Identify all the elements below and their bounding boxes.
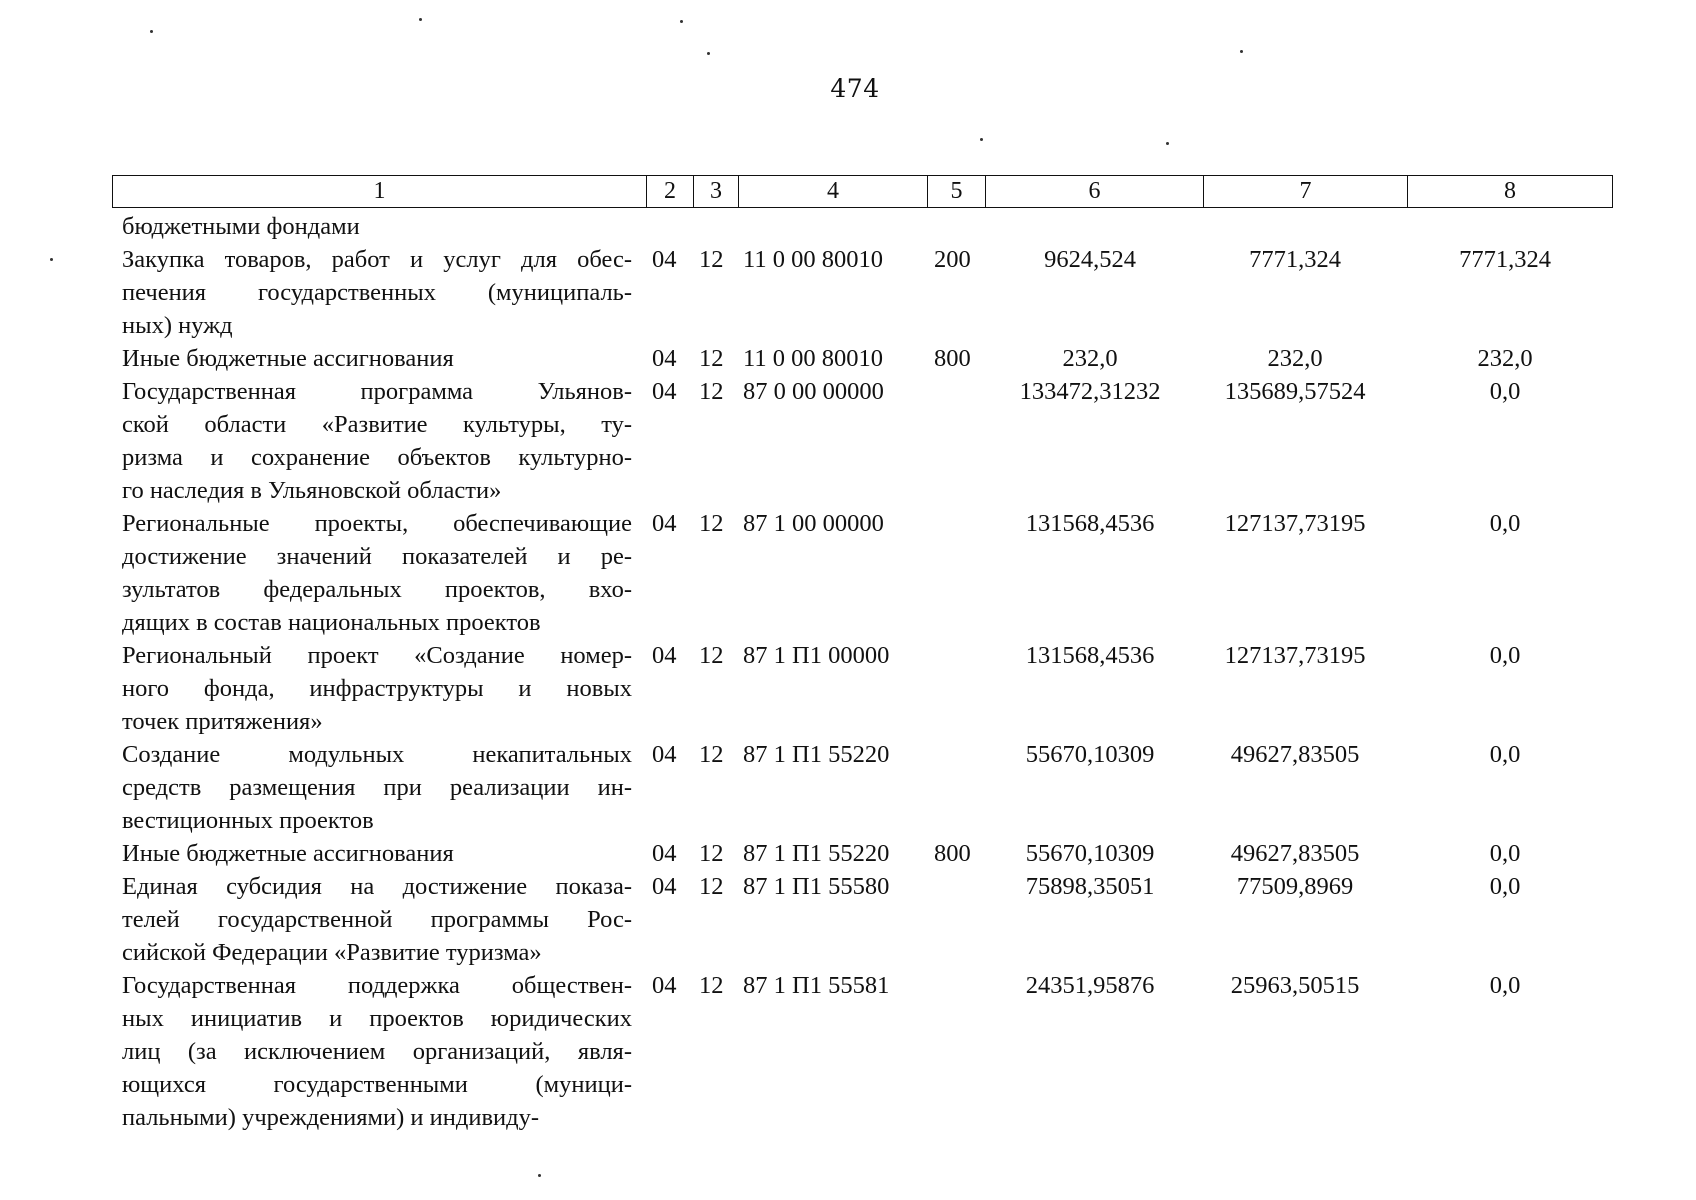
column-header-3: 3 <box>694 176 739 208</box>
description-line: Региональный проект «Создание номер- <box>122 642 632 669</box>
row-description <box>122 210 632 243</box>
table-row <box>0 639 1696 738</box>
scan-speck <box>1166 142 1169 145</box>
description-line: печения государственных (муниципаль- <box>122 279 632 306</box>
row-description <box>122 639 632 738</box>
budget-table-body <box>0 210 1696 1134</box>
description-line: Иные бюджетные ассигнования <box>122 345 454 372</box>
table-row <box>0 507 1696 639</box>
subsection-code: 12 <box>699 246 724 273</box>
section-code: 04 <box>652 873 677 900</box>
column-header-5: 5 <box>928 176 986 208</box>
description-line: вестиционных проектов <box>122 807 374 834</box>
amount-col-8: 0,0 <box>1489 642 1521 669</box>
column-header-6: 6 <box>986 176 1204 208</box>
subsection-code: 12 <box>699 873 724 900</box>
description-line: Государственная поддержка обществен- <box>122 972 632 999</box>
subsection-code: 12 <box>699 642 724 669</box>
section-code: 04 <box>652 642 677 669</box>
amount-col-6: 131568,4536 <box>1025 510 1155 537</box>
section-code: 04 <box>652 246 677 273</box>
target-article-code: 87 1 П1 55580 <box>743 873 890 900</box>
target-article-code: 11 0 00 80010 <box>743 246 883 273</box>
row-description <box>122 342 632 375</box>
description-line: Единая субсидия на достижение показа- <box>122 873 632 900</box>
row-description <box>122 870 632 969</box>
row-description <box>122 507 632 639</box>
row-description <box>122 375 632 507</box>
amount-col-6: 75898,35051 <box>1025 873 1155 900</box>
page-number: 474 <box>830 74 880 103</box>
amount-col-7: 49627,83505 <box>1230 741 1360 768</box>
amount-col-7: 25963,50515 <box>1230 972 1360 999</box>
amount-col-8: 0,0 <box>1489 741 1521 768</box>
description-line: Государственная программа Ульянов- <box>122 378 632 405</box>
scan-speck <box>1240 50 1243 53</box>
description-line: сийской Федерации «Развитие туризма» <box>122 939 542 966</box>
section-code: 04 <box>652 972 677 999</box>
scan-speck <box>419 18 422 21</box>
description-line: ризма и сохранение объектов культурно- <box>122 444 632 471</box>
section-code: 04 <box>652 510 677 537</box>
description-line: ской области «Развитие культуры, ту- <box>122 411 632 438</box>
subsection-code: 12 <box>699 840 724 867</box>
subsection-code: 12 <box>699 510 724 537</box>
description-line: бюджетными фондами <box>122 213 360 240</box>
target-article-code: 87 0 00 00000 <box>743 378 884 405</box>
section-code: 04 <box>652 741 677 768</box>
table-row <box>0 969 1696 1134</box>
amount-col-6: 55670,10309 <box>1025 741 1155 768</box>
description-line: Иные бюджетные ассигнования <box>122 840 454 867</box>
table-row <box>0 837 1696 870</box>
scan-speck <box>150 30 153 33</box>
column-header-4: 4 <box>739 176 928 208</box>
target-article-code: 87 1 П1 55220 <box>743 741 890 768</box>
scan-speck <box>980 138 983 141</box>
table-row <box>0 870 1696 969</box>
table-row <box>0 375 1696 507</box>
row-description <box>122 969 632 1134</box>
table-row <box>0 210 1696 243</box>
description-line: го наследия в Ульяновской области» <box>122 477 502 504</box>
section-code: 04 <box>652 840 677 867</box>
amount-col-7: 77509,8969 <box>1236 873 1354 900</box>
amount-col-8: 0,0 <box>1489 873 1521 900</box>
target-article-code: 87 1 П1 00000 <box>743 642 890 669</box>
description-line: Региональные проекты, обеспечивающие <box>122 510 632 537</box>
amount-col-6: 131568,4536 <box>1025 642 1155 669</box>
description-line: ного фонда, инфраструктуры и новых <box>122 675 632 702</box>
section-code: 04 <box>652 378 677 405</box>
expense-type-code: 800 <box>934 840 971 867</box>
description-line: зультатов федеральных проектов, вхо- <box>122 576 632 603</box>
amount-col-8: 0,0 <box>1489 378 1521 405</box>
description-line: ных) нужд <box>122 312 233 339</box>
amount-col-7: 232,0 <box>1267 345 1323 372</box>
description-line: точек притяжения» <box>122 708 323 735</box>
subsection-code: 12 <box>699 972 724 999</box>
description-line: достижение значений показателей и ре- <box>122 543 632 570</box>
description-line: лиц (за исключением организаций, явля- <box>122 1038 632 1065</box>
target-article-code: 87 1 00 00000 <box>743 510 884 537</box>
scan-speck <box>680 20 683 23</box>
description-line: ных инициатив и проектов юридических <box>122 1005 632 1032</box>
description-line: средств размещения при реализации ин- <box>122 774 632 801</box>
subsection-code: 12 <box>699 378 724 405</box>
amount-col-6: 55670,10309 <box>1025 840 1155 867</box>
target-article-code: 11 0 00 80010 <box>743 345 883 372</box>
target-article-code: 87 1 П1 55581 <box>743 972 890 999</box>
amount-col-8: 0,0 <box>1489 510 1521 537</box>
row-description <box>122 243 632 342</box>
amount-col-6: 232,0 <box>1062 345 1118 372</box>
table-row <box>0 738 1696 837</box>
table-row <box>0 243 1696 342</box>
amount-col-6: 24351,95876 <box>1025 972 1155 999</box>
amount-col-8: 232,0 <box>1477 345 1533 372</box>
column-header-2: 2 <box>647 176 694 208</box>
scan-speck <box>538 1174 541 1177</box>
amount-col-6: 133472,31232 <box>1019 378 1161 405</box>
amount-col-8: 7771,324 <box>1459 246 1551 273</box>
description-line: Создание модульных некапитальных <box>122 741 632 768</box>
amount-col-7: 127137,73195 <box>1224 510 1366 537</box>
amount-col-7: 127137,73195 <box>1224 642 1366 669</box>
description-line: дящих в состав национальных проектов <box>122 609 541 636</box>
subsection-code: 12 <box>699 345 724 372</box>
column-header-8: 8 <box>1408 176 1613 208</box>
amount-col-7: 135689,57524 <box>1224 378 1366 405</box>
table-row <box>0 342 1696 375</box>
scan-speck <box>707 52 710 55</box>
column-header-7: 7 <box>1204 176 1408 208</box>
description-line: Закупка товаров, работ и услуг для обес- <box>122 246 632 273</box>
section-code: 04 <box>652 345 677 372</box>
column-header-1: 1 <box>113 176 647 208</box>
amount-col-6: 9624,524 <box>1044 246 1136 273</box>
description-line: телей государственной программы Рос- <box>122 906 632 933</box>
amount-col-7: 7771,324 <box>1249 246 1341 273</box>
amount-col-8: 0,0 <box>1489 840 1521 867</box>
subsection-code: 12 <box>699 741 724 768</box>
amount-col-8: 0,0 <box>1489 972 1521 999</box>
description-line: пальными) учреждениями) и индивиду- <box>122 1104 540 1131</box>
column-header-row <box>112 175 1613 208</box>
expense-type-code: 200 <box>934 246 971 273</box>
scan-speck <box>50 258 53 261</box>
target-article-code: 87 1 П1 55220 <box>743 840 890 867</box>
expense-type-code: 800 <box>934 345 971 372</box>
description-line: ющихся государственными (муници- <box>122 1071 632 1098</box>
amount-col-7: 49627,83505 <box>1230 840 1360 867</box>
row-description <box>122 738 632 837</box>
row-description <box>122 837 632 870</box>
